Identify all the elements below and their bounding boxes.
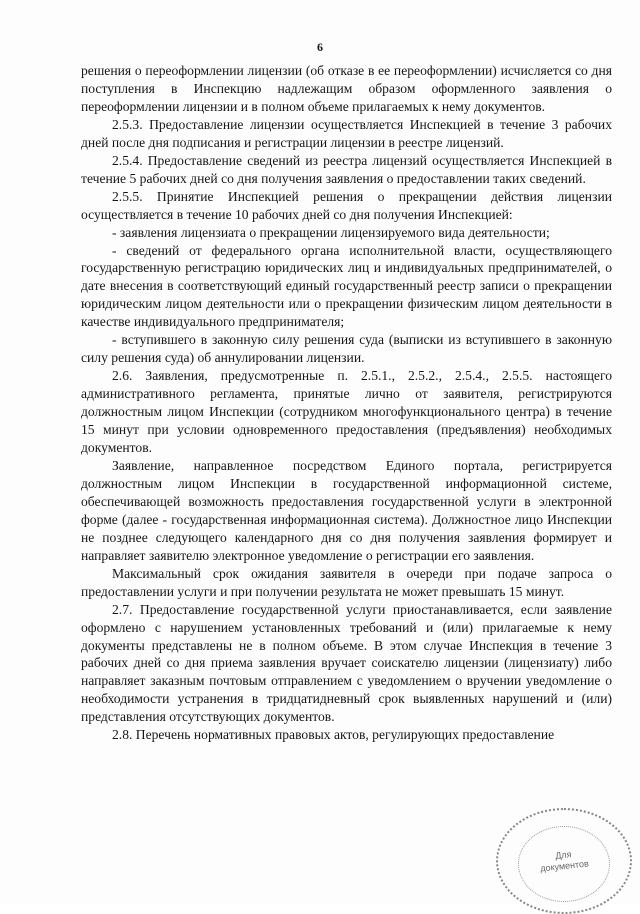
- list-item: - сведений от федерального органа исполнительной власти, осуществляющего государственную регистрацию юридических лиц и индивидуальных предпринимателей, о дате внесения в соответствующий единый государственный реестр записи о прекращении юридическим лицом деятельности или о прекращении физическим лицом деятельности в качестве индивидуального предпринимателя;: [81, 242, 612, 330]
- list-item: - вступившего в законную силу решения суда (выписки из вступившего в законную силу решения суда) об аннулировании лицензии.: [81, 332, 612, 366]
- paragraph: 2.5.3. Предоставление лицензии осуществляется Инспекцией в течение 3 рабочих дней после дня подписания и регистрации лицензии в реестре лицензий.: [81, 116, 612, 150]
- paragraph: 2.5.4. Предоставление сведений из реестра лицензий осуществляется Инспекцией в течение 5 рабочих дней со дня получения заявления о предоставлении таких сведений.: [81, 152, 612, 186]
- paragraph: Максимальный срок ожидания заявителя в очереди при подаче запроса о предоставлении услуги и при получении результата не может превышать 15 минут.: [81, 565, 612, 599]
- paragraph: решения о переоформлении лицензии (об отказе в ее переоформлении) исчисляется со дня поступления в Инспекцию надлежащим образом оформленного заявления о переоформлении лицензии и в полном объеме прилагаемых к нему документов.: [81, 63, 612, 114]
- page-number: 6: [317, 40, 323, 54]
- paragraph: 2.5.5. Принятие Инспекцией решения о прекращении действия лицензии осуществляется в течение 10 рабочих дней со дня получения Инспекцией:: [81, 188, 612, 222]
- paragraph: 2.6. Заявления, предусмотренные п. 2.5.1., 2.5.2., 2.5.4., 2.5.5. настоящего административного регламента, принятые лично от заявителя, регистрируются должностным лицом Инспекции (сотрудником многофункционального центра) в течение 15 минут при условии одновременного предоставления (предъявления) необходимых документов.: [81, 368, 612, 456]
- stamp-line-1: Для: [554, 849, 572, 861]
- list-item: - заявления лицензиата о прекращении лицензируемого вида деятельности;: [112, 224, 550, 240]
- stamp-line-2: документов: [539, 858, 590, 874]
- paragraph: 2.8. Перечень нормативных правовых актов, регулирующих предоставление: [112, 727, 555, 743]
- paragraph: 2.7. Предоставление государственной услуги приостанавливается, если заявление оформлено с нарушением установленных требований и (или) прилагаемые к нему документы представлены не в полном объеме. В этом случае Инспекция в течение 3 рабочих дней со дня приема заявления вручает соискателю лицензии (лицензиату) либо направляет заказным почтовым отправлением с уведомлением о вручении уведомление о необходимости устранения в тридцатидневный срок выявленных нарушений и (или) представления отсутствующих документов.: [81, 601, 612, 725]
- document-body: [81, 62, 612, 744]
- official-stamp: [496, 808, 632, 914]
- paragraph: Заявление, направленное посредством Единого портала, регистрируется должностным лицом Инспекции в государственной информационной системе, обеспечивающей возможность предоставления государственной услуги в электронной форме (далее - государственная информационная система). Должностное лицо Инспекции не позднее следующего календарного дня со дня получения заявления формирует и направляет заявителю электронное уведомление о регистрации его заявления.: [81, 457, 612, 563]
